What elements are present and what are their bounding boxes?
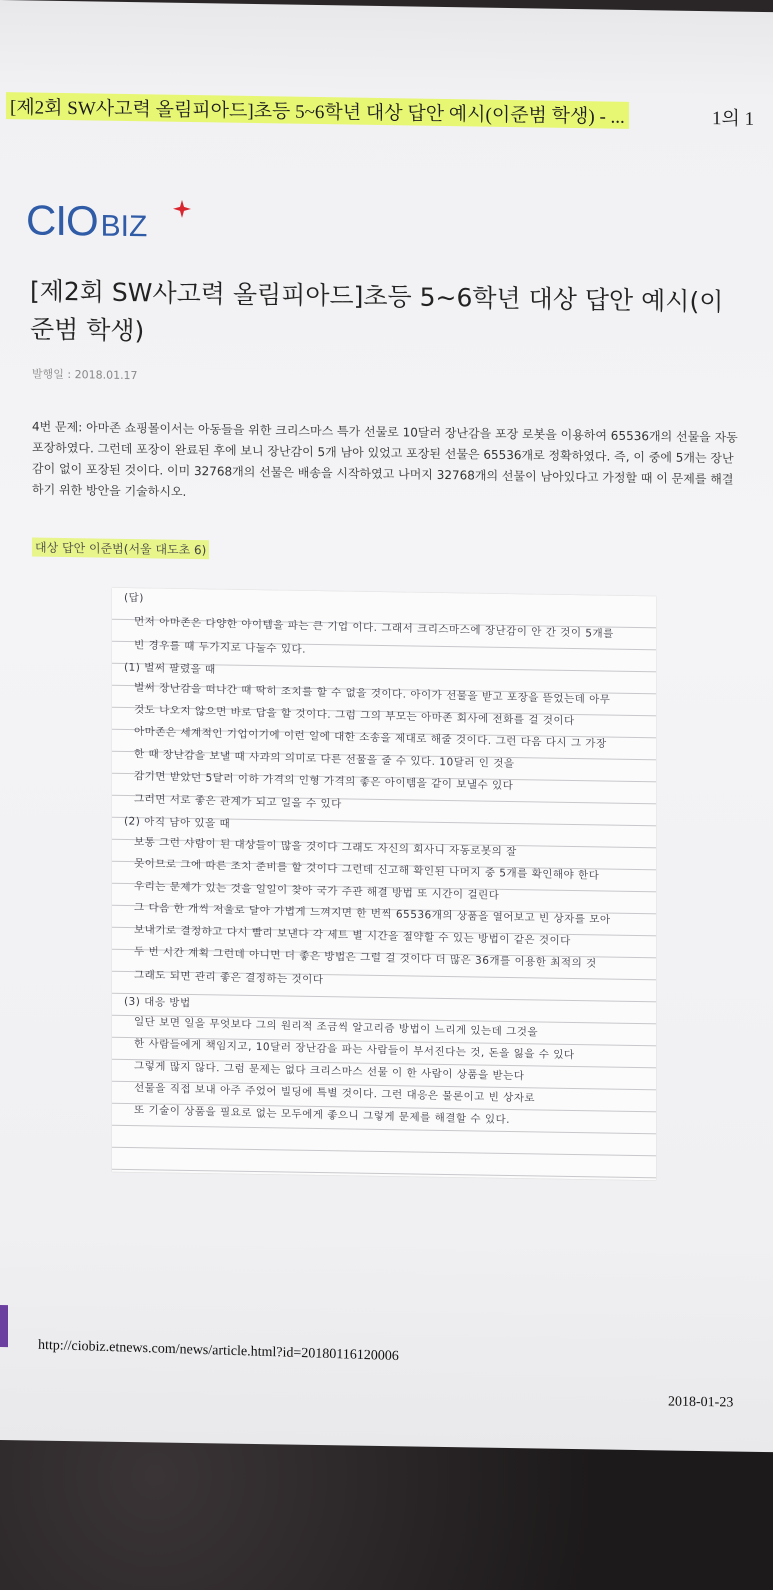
- ciobiz-logo: [26, 196, 147, 248]
- handwritten-line: 그래도 되면 관리 좋은 결정하는 것이다: [133, 969, 324, 987]
- logo-biz-text: BIZ: [100, 209, 148, 244]
- print-header-title: [제2회 SW사고력 올림피아드]초등 5~6학년 대상 답안 예시(이준범 학생) - ...: [6, 92, 629, 129]
- logo-star-mark-icon: [172, 199, 192, 219]
- handwritten-line: 못이므로 그에 따른 조치 준비를 할 것이다 그런데 신고해 확인된 나머지 중 5개를 확인해야 한다: [133, 857, 600, 882]
- handwritten-text: [112, 588, 656, 1126]
- handwritten-line: 것도 나오지 않으면 바로 답을 할 것이다. 그럼 그의 부모는 아마존 회사에 전화를 걸 것이다: [133, 703, 575, 728]
- footer-date: 2018-01-23: [668, 1394, 734, 1411]
- handwritten-line: 일단 보면 일을 무엇보다 그의 원리적 조금씩 알고리즘 방법이 느리게 있는데 그것을: [133, 1015, 539, 1039]
- handwritten-line: 보내기로 결정하고 다시 빨리 보낸다 각 세트 별 시간을 절약할 수 있는 방법이 같은 것이다: [133, 923, 571, 948]
- handwritten-answer-sheet: [112, 588, 656, 1181]
- logo-cio-text: CIO: [26, 196, 98, 245]
- handwritten-line: 한 때 장난감을 보낼 때 사과의 의미로 다른 선물을 줄 수 있다. 10달러 인 것을: [133, 748, 515, 771]
- handwritten-line: 그 다음 한 개씩 저울로 달아 가볍게 느껴지면 한 번씩 65536개의 상품을 열어보고 빈 상자를 모아: [133, 901, 611, 927]
- handwritten-line: 감기면 받았던 5달러 이하 가격의 인형 가격의 좋은 아이템을 같이 보낼수 있다: [133, 770, 514, 793]
- handwritten-line: (3) 대응 방법: [123, 995, 191, 1010]
- handwritten-line: 그렇게 많지 않다. 그럼 문제는 없다 크리스마스 선물 이 한 사람이 상품을 받는다: [133, 1060, 525, 1083]
- print-header-page-number: 1의 1: [712, 108, 755, 130]
- handwritten-line: 벌써 장난감을 떠나간 때 딱히 조치를 할 수 없을 것이다. 아이가 선물을 받고 포장을 뜯었는데 아무: [133, 681, 611, 707]
- handwritten-line: 그러면 서로 좋은 관계가 되고 일을 수 있다: [133, 793, 342, 811]
- article-title: [제2회 SW사고력 올림피아드]초등 5~6학년 대상 답안 예시(이준범 학생): [30, 276, 724, 346]
- purple-edge-tab: [0, 1305, 8, 1347]
- handwritten-line: 우리는 문제가 있는 것을 일일이 찾아 국가 주관 해결 방법 또 시간이 걸린다: [133, 880, 500, 902]
- handwritten-line: 빈 경우를 때 두가지로 나눌수 있다.: [133, 639, 307, 656]
- answer-label: 대상 답안 이준범(서울 대도초 6): [32, 538, 209, 560]
- handwritten-line: (2) 아직 남아 있을 때: [123, 815, 231, 831]
- handwritten-line: (답): [123, 591, 144, 605]
- footer-url: http://ciobiz.etnews.com/news/article.html?id=20180116120006: [37, 1337, 399, 1365]
- handwritten-line: 먼저 아마존은 다양한 아이템을 파는 큰 기업 이다. 그래서 크리스마스에 장난감이 안 간 것이 5개를: [133, 615, 614, 641]
- handwritten-line: 두 번 시간 계획 그런데 아니면 더 좋은 방법은 그럴 걸 것이다 더 많은 36개를 이용한 최적의 것: [133, 945, 597, 970]
- handwritten-line: (1) 벌써 팔렸을 때: [123, 661, 216, 676]
- handwritten-line: 아마존은 세계적인 기업이기에 이런 일에 대한 소송을 제대로 해줄 것이다. 그런 다음 다시 그 가장: [133, 725, 607, 751]
- publish-date: 발행일 : 2018.01.17: [32, 367, 138, 383]
- question-text: 4번 문제: 아마존 쇼핑몰이서는 아동들을 위한 크리스마스 특가 선물로 10달러 장난감을 포장 로봇을 이용하여 65536개의 선물을 자동 포장하였다. 그런데 포장이 완료된 후에 보니 장난감이 5개 남아 있었고 포장된 선물은 65536개로 정확하였다. 즉, 이 중에 5개는 장난감이 없이 포장된 것이다. 이미 32768개의 선물은 배송을 시작하였고 나머지 32768개의 선물이 남아있다고 가정할 때 이 문제를 해결하기 위한 방안을 기술하시오.: [32, 419, 738, 499]
- handwritten-line: 또 기술이 상품을 필요로 없는 모두에게 좋으니 그렇게 문제를 해결할 수 있다.: [133, 1104, 511, 1126]
- handwritten-line: 한 사람들에게 책임지고, 10달러 장난감을 파는 사람들이 부서진다는 것, 돈을 잃을 수 있다: [133, 1037, 575, 1062]
- handwritten-line: 보통 그런 사람이 된 대상들이 많을 것이다 그래도 자신의 회사니 자동로봇의 잘: [133, 836, 517, 859]
- handwritten-line: 선물을 직접 보내 아주 주었어 빌딩에 특별 것이다. 그런 대응은 물론이고 빈 상자로: [133, 1082, 536, 1105]
